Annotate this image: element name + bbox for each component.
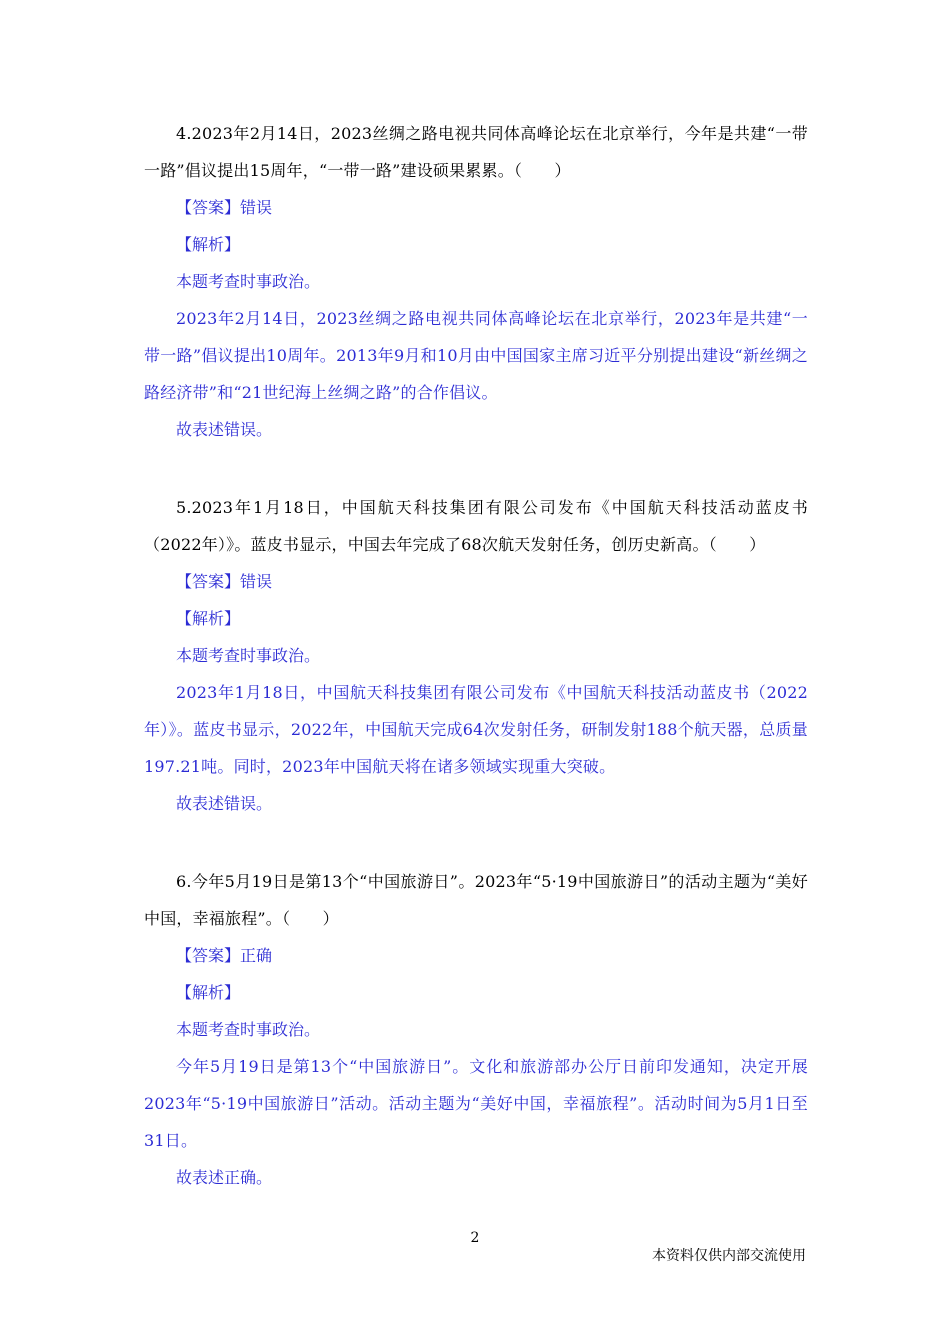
- answer-value: 错误: [240, 198, 273, 217]
- question-stem: 4.2023年2月14日，2023丝绸之路电视共同体高峰论坛在北京举行，今年是共建“一带一路”倡议提出15周年，“一带一路”建设硕果累累。（ ）: [144, 124, 808, 180]
- answer-line: [144, 937, 808, 974]
- footer-note: 本资料仅供内部交流使用: [652, 1248, 806, 1264]
- question-6: [144, 863, 808, 1196]
- analysis-conclusion: 故表述正确。: [176, 1168, 273, 1187]
- analysis-topic: 本题考查时事政治。: [176, 1020, 321, 1039]
- analysis-label: 【解析】: [176, 609, 241, 628]
- answer-value: 正确: [240, 946, 273, 965]
- analysis-conclusion: 故表述错误。: [176, 794, 273, 813]
- answer-value: 错误: [240, 572, 273, 591]
- question-5: [144, 489, 808, 822]
- question-stem: 5.2023年1月18日，中国航天科技集团有限公司发布《中国航天科技活动蓝皮书（2022年）》。蓝皮书显示，中国去年完成了68次航天发射任务，创历史新高。（ ）: [144, 498, 808, 554]
- answer-label: 【答案】: [176, 946, 241, 965]
- analysis-explanation: 今年5月19日是第13个“中国旅游日”。文化和旅游部办公厅日前印发通知，决定开展2023年“5·19中国旅游日”活动。活动主题为“美好中国，幸福旅程”。活动时间为5月1日至31日。: [144, 1057, 808, 1150]
- answer-label: 【答案】: [176, 572, 241, 591]
- analysis-topic: 本题考查时事政治。: [176, 646, 321, 665]
- analysis-explanation: 2023年2月14日，2023丝绸之路电视共同体高峰论坛在北京举行，2023年是共建“一带一路”倡议提出10周年。2013年9月和10月由中国国家主席习近平分别提出建设“新丝绸之路经济带”和“21世纪海上丝绸之路”的合作倡议。: [144, 309, 808, 402]
- analysis-label: 【解析】: [176, 235, 241, 254]
- answer-line: [144, 189, 808, 226]
- question-4: [144, 115, 808, 448]
- analysis-explanation: 2023年1月18日，中国航天科技集团有限公司发布《中国航天科技活动蓝皮书（2022年）》。蓝皮书显示，2022年，中国航天完成64次发射任务，研制发射188个航天器，总质量197.21吨。同时，2023年中国航天将在诸多领域实现重大突破。: [144, 683, 808, 776]
- answer-line: [144, 563, 808, 600]
- analysis-label: 【解析】: [176, 983, 241, 1002]
- analysis-conclusion: 故表述错误。: [176, 420, 273, 439]
- answer-label: 【答案】: [176, 198, 241, 217]
- question-stem: 6.今年5月19日是第13个“中国旅游日”。2023年“5·19中国旅游日”的活动主题为“美好中国，幸福旅程”。（ ）: [144, 872, 808, 928]
- page-number: 2: [470, 1230, 480, 1246]
- analysis-topic: 本题考查时事政治。: [176, 272, 321, 291]
